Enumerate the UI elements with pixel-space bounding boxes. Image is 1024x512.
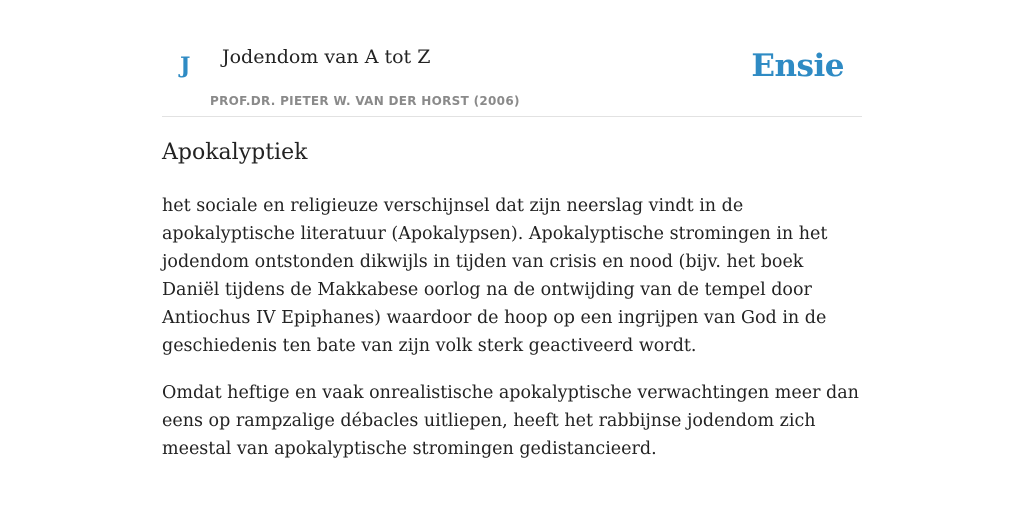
entry-content [162, 192, 862, 482]
entry-title: Apokalyptiek [162, 140, 308, 165]
book-author: PROF.DR. PIETER W. VAN DER HORST (2006) [210, 94, 520, 108]
book-title-link[interactable]: Jodendom van A tot Z [222, 46, 431, 68]
entry-paragraph: Omdat heftige en vaak onrealistische apokalyptische verwachtingen meer dan eens op rampzalige débacles uitliepen, heeft het rabbijnse jodendom zich meestal van apokalyptische stromingen gedistancieerd. [162, 383, 859, 459]
entry-paragraph: het sociale en religieuze verschijnsel dat zijn neerslag vindt in de apokalyptische literatuur (Apokalypsen). Apokalyptische stromingen in het jodendom ontstonden dikwijls in tijden van crisis en nood (bijv. het boek Daniël tijdens de Makkabese oorlog na de ontwijding van de tempel door Antiochus IV Epiphanes) waardoor de hoop op een ingrijpen van God in de geschiedenis ten bate van zijn volk sterk geactiveerd wordt. [162, 196, 828, 356]
book-initial-icon[interactable]: J [180, 53, 191, 79]
page [162, 0, 862, 512]
ensie-logo[interactable]: Ensie [751, 48, 844, 84]
book-header [162, 0, 862, 117]
